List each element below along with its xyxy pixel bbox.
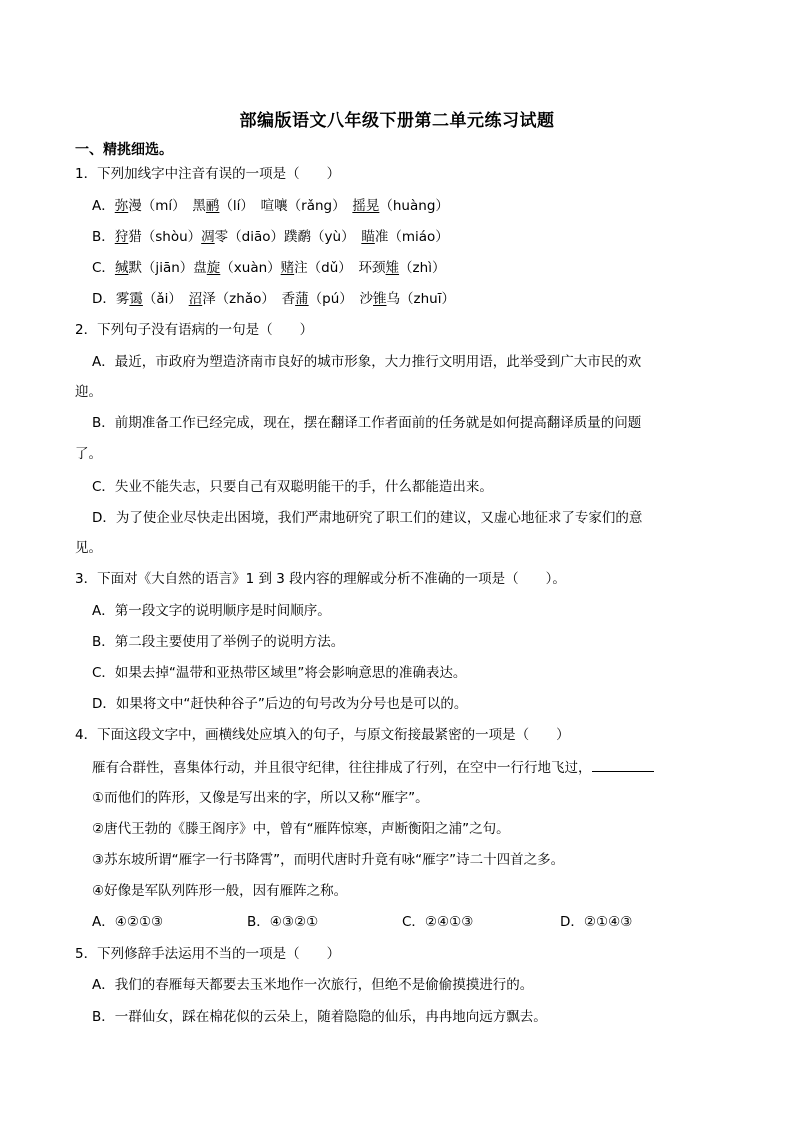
question-1-option-a: A．弥漫（mí） 黑鹂（lí） 喧嚷（rǎng） 摇晃（huàng） — [92, 198, 449, 214]
question-3-option-c: C．如果去掉“温带和亚热带区域里”将会影响意思的准确表达。 — [92, 665, 467, 681]
question-1-stem: 1．下列加线字中注音有误的一项是（ ） — [75, 166, 341, 182]
question-3-option-d: D．如果将文中“赶快种谷子”后边的句号改为分号也是可以的。 — [92, 696, 468, 712]
question-4-option-a: A．④②①③ — [92, 914, 164, 930]
question-2-option-a: A．最近，市政府为塑造济南市良好的城市形象，大力推行文明用语，此举受到广大市民的欢 — [92, 354, 642, 370]
question-5-option-a: A．我们的春雁每天都要去玉米地作一次旅行，但绝不是偷偷摸摸进行的。 — [92, 977, 534, 993]
question-4-sentence-3: ③苏东坡所谓“雁字一行书降霄”，而明代唐时升竟有咏“雁字”诗二十四首之多。 — [92, 852, 565, 868]
question-4-options — [92, 912, 632, 932]
question-2-option-c: C．失业不能失志，只要自己有双聪明能干的手，什么都能造出来。 — [92, 479, 493, 495]
section-heading: 一、精挑细选。 — [75, 142, 173, 158]
question-3-option-b: B．第二段主要使用了举例子的说明方法。 — [92, 634, 345, 650]
question-2-stem: 2．下列句子没有语病的一句是（ ） — [75, 322, 314, 338]
question-1-option-d: D．雾霭（ǎi） 沼泽（zhǎo） 香蒲（pú） 沙锥乌（zhuī） — [92, 291, 455, 307]
question-2-option-d: D．为了使企业尽快走出困境，我们严肃地研究了职工们的建议，又虚心地征求了专家们的意 — [92, 510, 643, 526]
question-1-option-c: C．缄默（jiān）盘旋（xuàn）赌注（dǔ） 环颈雉（zhì） — [92, 260, 446, 276]
question-2-option-b: B．前期准备工作已经完成，现在，摆在翻译工作者面前的任务就是如何提高翻译质量的问题 — [92, 415, 642, 431]
document-title: 部编版语文八年级下册第二单元练习试题 — [239, 111, 555, 131]
question-4-option-c: C．②④①③ — [402, 914, 474, 930]
question-2-option-b-continued: 了。 — [75, 446, 102, 462]
question-4-sentence-4: ④好像是军队列阵形一般，因有雁阵之称。 — [92, 883, 348, 899]
question-3-option-a: A．第一段文字的说明顺序是时间顺序。 — [92, 603, 331, 619]
question-4-sentence-2: ②唐代王勃的《滕王阁序》中，曾有“雁阵惊寒，声断衡阳之浦”之句。 — [92, 821, 510, 837]
question-4-option-b: B．④③②① — [247, 914, 319, 930]
question-4-passage: 雁有合群性，喜集体行动，并且很守纪律，往往排成了行列，在空中一行行地飞过， — [92, 757, 654, 778]
question-3-stem: 3．下面对《大自然的语言》1 到 3 段内容的理解或分析不准确的一项是（ ）。 — [75, 571, 566, 587]
question-2-option-d-continued: 见。 — [75, 540, 102, 556]
question-4-sentence-1: ①而他们的阵形，又像是写出来的字，所以又称“雁字”。 — [92, 790, 429, 806]
question-5-stem: 5．下列修辞手法运用不当的一项是（ ） — [75, 946, 341, 962]
question-1-option-b: B．狩猎（shòu）凋零（diāo）蹼鹬（yù） 瞄准（miáo） — [92, 229, 449, 245]
question-4-option-d: D．②①④③ — [560, 914, 633, 930]
fill-in-blank — [592, 757, 654, 772]
question-2-option-a-continued: 迎。 — [75, 384, 102, 400]
question-5-option-b: B．一群仙女，踩在棉花似的云朵上，随着隐隐的仙乐，冉冉地向远方飘去。 — [92, 1009, 547, 1025]
question-4-stem: 4．下面这段文字中，画横线处应填入的句子，与原文衔接最紧密的一项是（ ） — [75, 727, 570, 743]
